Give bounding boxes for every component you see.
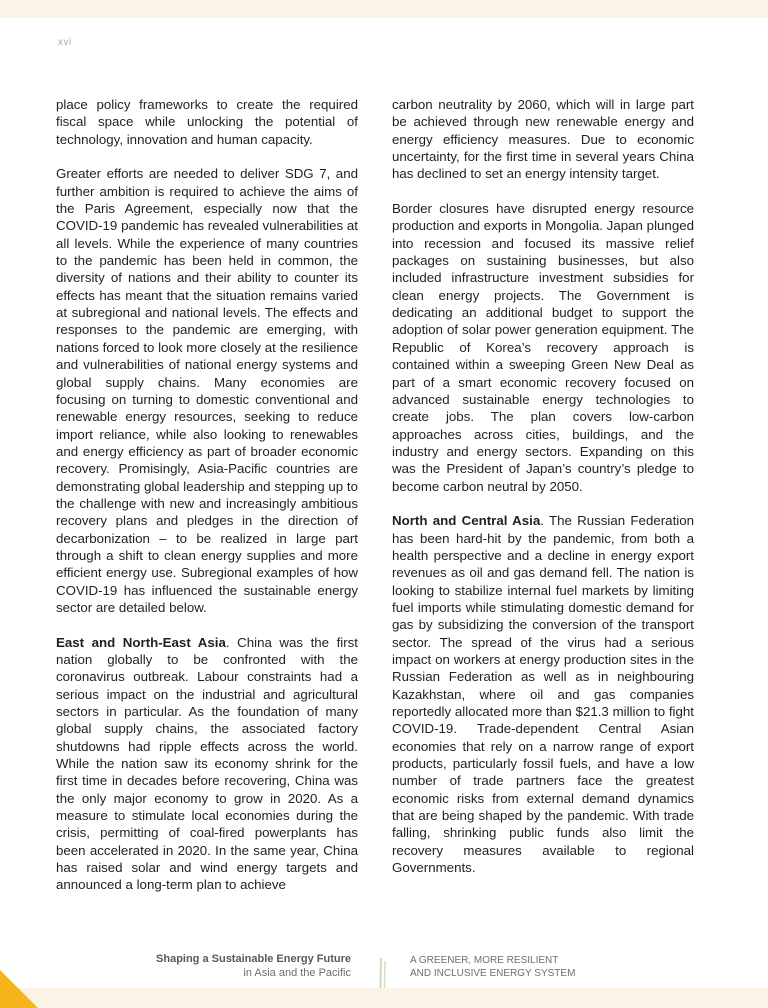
footer-section-line-2: AND INCLUSIVE ENERGY SYSTEM — [410, 967, 576, 979]
east-asia-body: . China was the first nation globally to be confronted with the coronavirus outbreak. Labour constraints had a serious impact on the industrial and agricultural sectors in particular. As the foundation of many global supply chains, the associated factory shutdowns had ripple effects across the world. While the nation saw its economy shrink for the first time in decades before recovering, China was the only major economy to grow in 2020. As a measure to stimulate local economies during the crisis, permitting of coal-fired powerplants has been accelerated in 2020. In the same year, China has raised solar and wind energy targets and announced a long-term plan to achieve — [56, 634, 359, 893]
central-asia-heading: North and Central Asia — [392, 513, 541, 529]
right-column — [392, 96, 694, 876]
footer-section-line-1: A GREENER, MORE RESILIENT — [410, 955, 559, 966]
right-paragraph-1: carbon neutrality by 2060, which will in large part be achieved through new renewable energy and energy efficiency measures. Due to economic uncertainty, for the first time in several years China has declined to set an energy intensity target. — [392, 97, 694, 182]
central-asia-body: . The Russian Federation has been hard-hit by the pandemic, from both a health perspective and a decline in energy export revenues as oil and gas demand fell. The nation is looking to stabilize internal fuel markets by limiting fuel imports while stimulating domestic demand for gas by subsidizing the conversion of the transport sector. The spread of the virus had a serious impact on workers at energy production sites in the Russian Federation as well as in neighbouring Kazakhstan, where oil and gas companies reportedly allocated more than $21.3 million to fight COVID-19. Trade-dependent Central Asian economies that rely on a narrow range of export products, particularly fossil fuels, and have a low number of trade partners face the greatest economic risks from external demand dynamics that are being shaped by the pandemic. With trade falling, shrinking public funds also limit the recovery measures available to regional Governments. — [392, 513, 695, 876]
footer-section-title — [410, 955, 575, 980]
page-number: xvi — [58, 37, 72, 48]
left-paragraph-2: Greater efforts are needed to deliver SDG 7, and further ambition is required to achieve the aims of the Paris Agreement, especially now that the COVID-19 pandemic has revealed vulnerabilities at all levels. While the experience of many countries to the pandemic has been held in common, the diversity of nations and their ability to counter its effects has meant that the situation remains varied at subregional and national levels. The effects and responses to the pandemic are emerging, with nations forced to look more closely at the resilience and vulnerabilities of national energy systems and global supply chains. Many economies are focusing on turning to domestic conventional and renewable energy resources, seeking to reduce import reliance, while also looking to renewables and energy efficiency as part of broader economic recovery. Promisingly, Asia-Pacific countries are demonstrating global leadership and stepping up to the challenge with new and increasingly ambitious recovery plans and pledges in the direction of decarbonization – to be realized in large part through a shift to clean energy supplies and more efficient energy use. Subregional examples of how COVID-19 has influenced the sustainable energy sector are detailed below. — [56, 166, 358, 615]
east-asia-heading: East and North-East Asia — [56, 634, 226, 650]
corner-accent-triangle — [0, 970, 38, 1008]
left-paragraph-3 — [56, 634, 358, 894]
left-paragraph-1: place policy frameworks to create the required fiscal space while unlocking the potential of technology, innovation and human capacity. — [56, 97, 358, 147]
right-paragraph-3 — [392, 512, 694, 876]
right-paragraph-2: Border closures have disrupted energy resource production and exports in Mongolia. Japan plunged into recession and focused its massive relief packages on sustaining businesses, but also included infrastructure investment subsidies for clean energy projects. The Government is dedicating an additional budget to support the adoption of solar power generation equipment. The Republic of Korea’s recovery approach is contained within a sweeping Green New Deal as part of a smart economic recovery focused on advanced sustainable energy technologies to create jobs. The plan covers low-carbon approaches across cities, buildings, and the industry and energy sectors. Expanding on this was the President of Japan’s country’s pledge to become carbon neutral by 2050. — [392, 201, 694, 494]
left-column — [56, 96, 358, 894]
footer-publication-title — [156, 952, 351, 980]
bottom-band — [0, 988, 768, 1008]
footer-subtitle: in Asia and the Pacific — [243, 967, 351, 979]
footer-title: Shaping a Sustainable Energy Future — [156, 953, 351, 965]
top-band — [0, 0, 768, 18]
